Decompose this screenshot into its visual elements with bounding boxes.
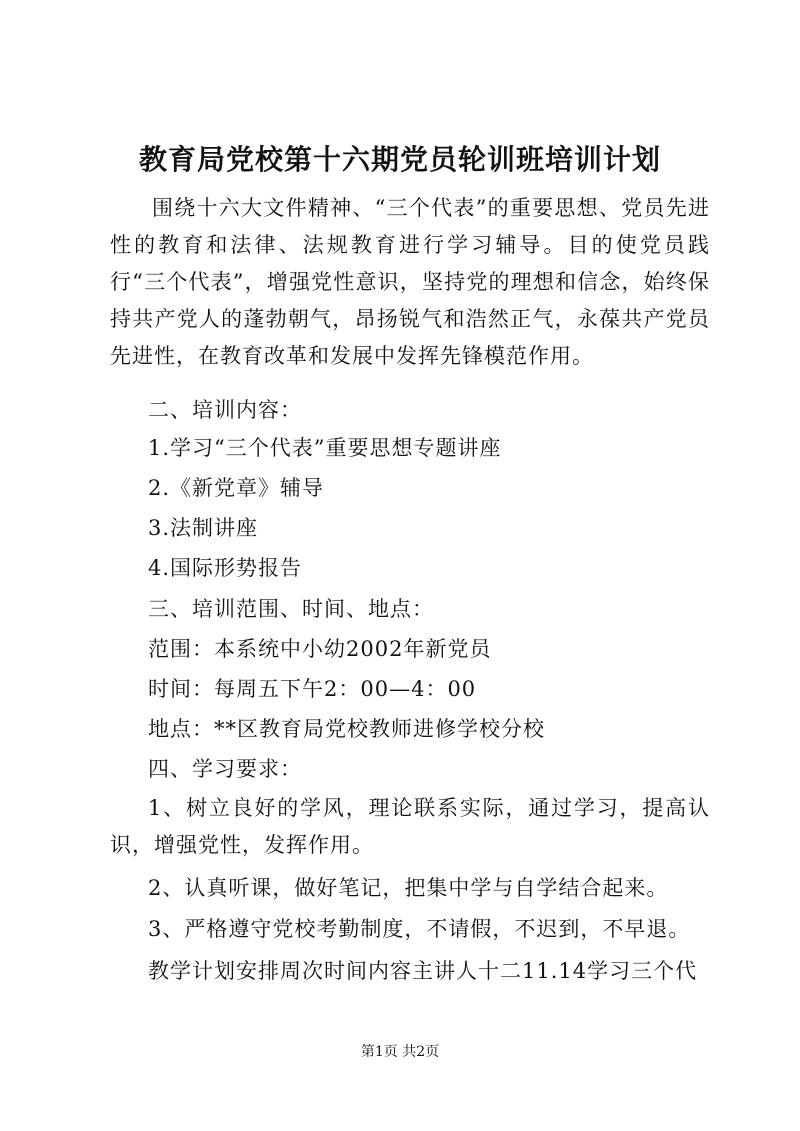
- content-item-2: 2.《新党章》辅导: [148, 476, 325, 500]
- requirement-2: 2、认真听课，做好笔记，把集中学与自学结合起来。: [148, 876, 669, 900]
- location-line: 地点：**区教育局党校教师进修学校分校: [148, 717, 545, 741]
- section-heading-requirements: 四、学习要求：: [148, 757, 302, 781]
- content-item-3: 3.法制讲座: [148, 516, 259, 540]
- page-number: 第1页 共2页: [360, 1044, 440, 1060]
- requirement-3: 3、严格遵守党校考勤制度，不请假，不迟到，不早退。: [148, 917, 691, 941]
- content-item-1: 1.学习“三个代表”重要思想专题讲座: [148, 436, 502, 460]
- section-heading-content: 二、培训内容：: [148, 398, 302, 422]
- content-item-4: 4.国际形势报告: [148, 556, 303, 580]
- time-line: 时间：每周五下午2：00—4：00: [148, 677, 477, 701]
- intro-text: 围绕十六大文件精神、“三个代表”的重要思想、党员先进性的教育和法律、法规教育进行学习辅导。目的使党员践行“三个代表”，增强党性意识，坚持党的理想和信念，始终保持共产党人的蓬勃朝气，昂扬锐气和浩然正气，永葆共产党员先进性，在教育改革和发展中发挥先锋模范作用。: [110, 196, 710, 368]
- section-heading-scope: 三、培训范围、时间、地点：: [148, 597, 434, 621]
- scope-line: 范围：本系统中小幼2002年新党员: [148, 637, 492, 661]
- requirement-1: 1、树立良好的学风，理论联系实际，通过学习，提高认识，增强党性，发挥作用。: [110, 796, 710, 857]
- schedule-line: 教学计划安排周次时间内容主讲人十二11.14学习三个代: [148, 959, 698, 983]
- intro-paragraph: [110, 190, 710, 375]
- document-title: 教育局党校第十六期党员轮训班培训计划: [138, 143, 661, 176]
